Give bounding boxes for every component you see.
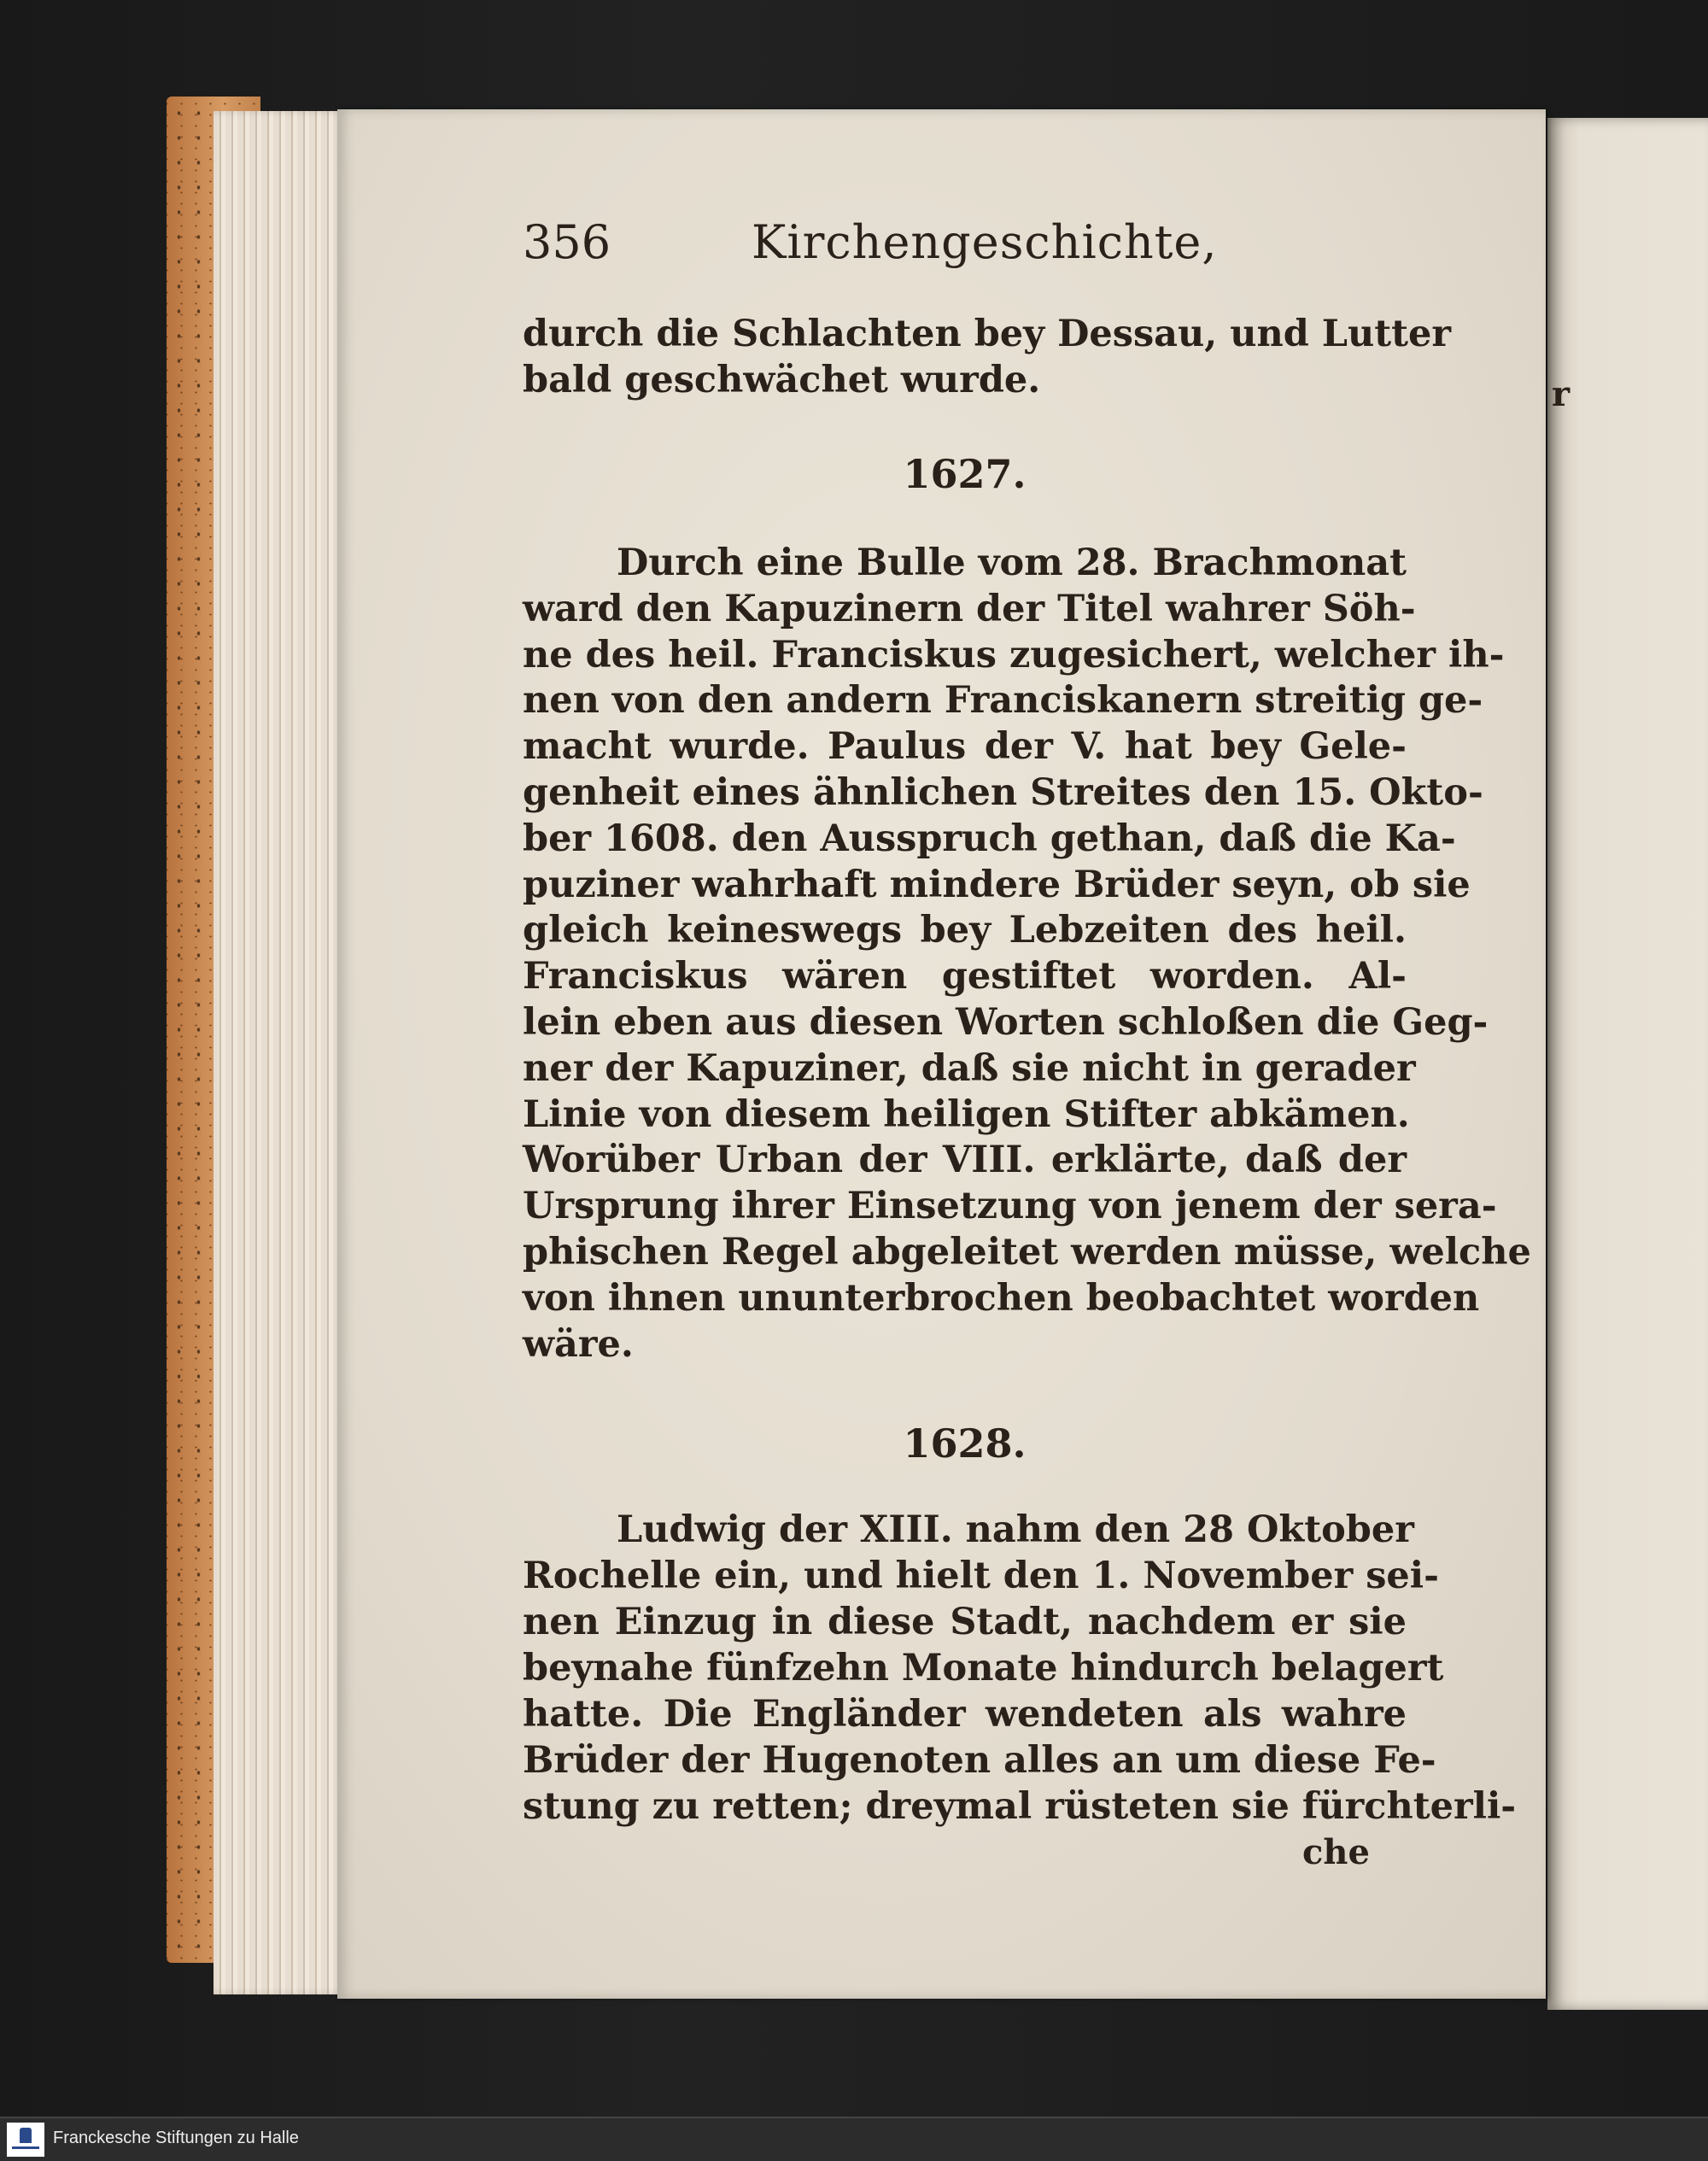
year-heading-1628: 1628.: [903, 1420, 1027, 1467]
text-line: beynahe fünfzehn Monate hindurch belagert: [523, 1647, 1444, 1690]
text-line: hatte. Die Engländer wendeten als wahre: [523, 1693, 1407, 1736]
text-line: macht wurde. Paulus der V. hat bey Gele-: [523, 725, 1407, 769]
text-line: bald geschwächet wurde.: [523, 359, 1041, 401]
text-line: nen Einzug in diese Stadt, nachdem er sie: [523, 1601, 1407, 1643]
text-line: Worüber Urban der VIII. erklärte, daß der: [523, 1139, 1407, 1182]
page-number: 356: [523, 215, 611, 269]
text-line: Brüder der Hugenoten alles an um diese Fe-: [523, 1739, 1436, 1782]
text-line: Durch eine Bulle vom 28. Brachmonat: [617, 542, 1407, 584]
text-line: Ludwig der XIII. nahm den 28 Oktober: [617, 1508, 1414, 1551]
facing-page: [1547, 118, 1708, 2010]
page-stack-edges: [214, 111, 350, 1994]
text-line: nen von den andern Franciskanern streitig ge-: [523, 679, 1483, 723]
institution-logo-icon: [7, 2123, 44, 2157]
text-line: gleich keineswegs bey Lebzeiten des heil.: [523, 909, 1407, 952]
text-line: ber 1608. den Ausspruch gethan, daß die Ka-: [523, 817, 1456, 860]
text-line: Ursprung ihrer Einsetzung von jenem der sera-: [523, 1185, 1497, 1228]
text-line: phischen Regel abgeleitet werden müsse, welche: [523, 1231, 1531, 1274]
catchword: che: [1302, 1832, 1370, 1872]
institution-name: Franckesche Stiftungen zu Halle: [53, 2129, 299, 2147]
text-line: Franciskus wären gestiftet worden. Al-: [523, 955, 1407, 999]
text-line: stung zu retten; dreymal rüsteten sie fürchterli-: [523, 1785, 1517, 1828]
text-line: von ihnen ununterbrochen beobachtet worden: [523, 1276, 1480, 1320]
text-line: ward den Kapuzinern der Titel wahrer Söh-: [523, 587, 1416, 630]
text-line: ne des heil. Franciskus zugesichert, welcher ih-: [523, 633, 1505, 676]
text-line: genheit eines ähnlichen Streites den 15. Okto-: [523, 771, 1483, 814]
running-title: Kirchengeschichte,: [752, 215, 1218, 269]
text-line: durch die Schlachten bey Dessau, und Lutter: [523, 313, 1452, 355]
text-line: puziner wahrhaft mindere Brüder seyn, ob sie: [523, 863, 1471, 906]
year-heading-1627: 1627.: [903, 451, 1027, 497]
text-line: ner der Kapuziner, daß sie nicht in gerader: [523, 1046, 1416, 1090]
viewer-footer: [0, 2117, 1708, 2161]
text-line: Rochelle ein, und hielt den 1. November sei-: [523, 1555, 1439, 1597]
facing-page-fragment: r: [1552, 374, 1571, 414]
text-line: lein eben aus diesen Worten schloßen die Geg-: [523, 1001, 1489, 1044]
text-line: wäre.: [523, 1322, 634, 1366]
text-line: Linie von diesem heiligen Stifter abkämen.: [523, 1092, 1410, 1136]
